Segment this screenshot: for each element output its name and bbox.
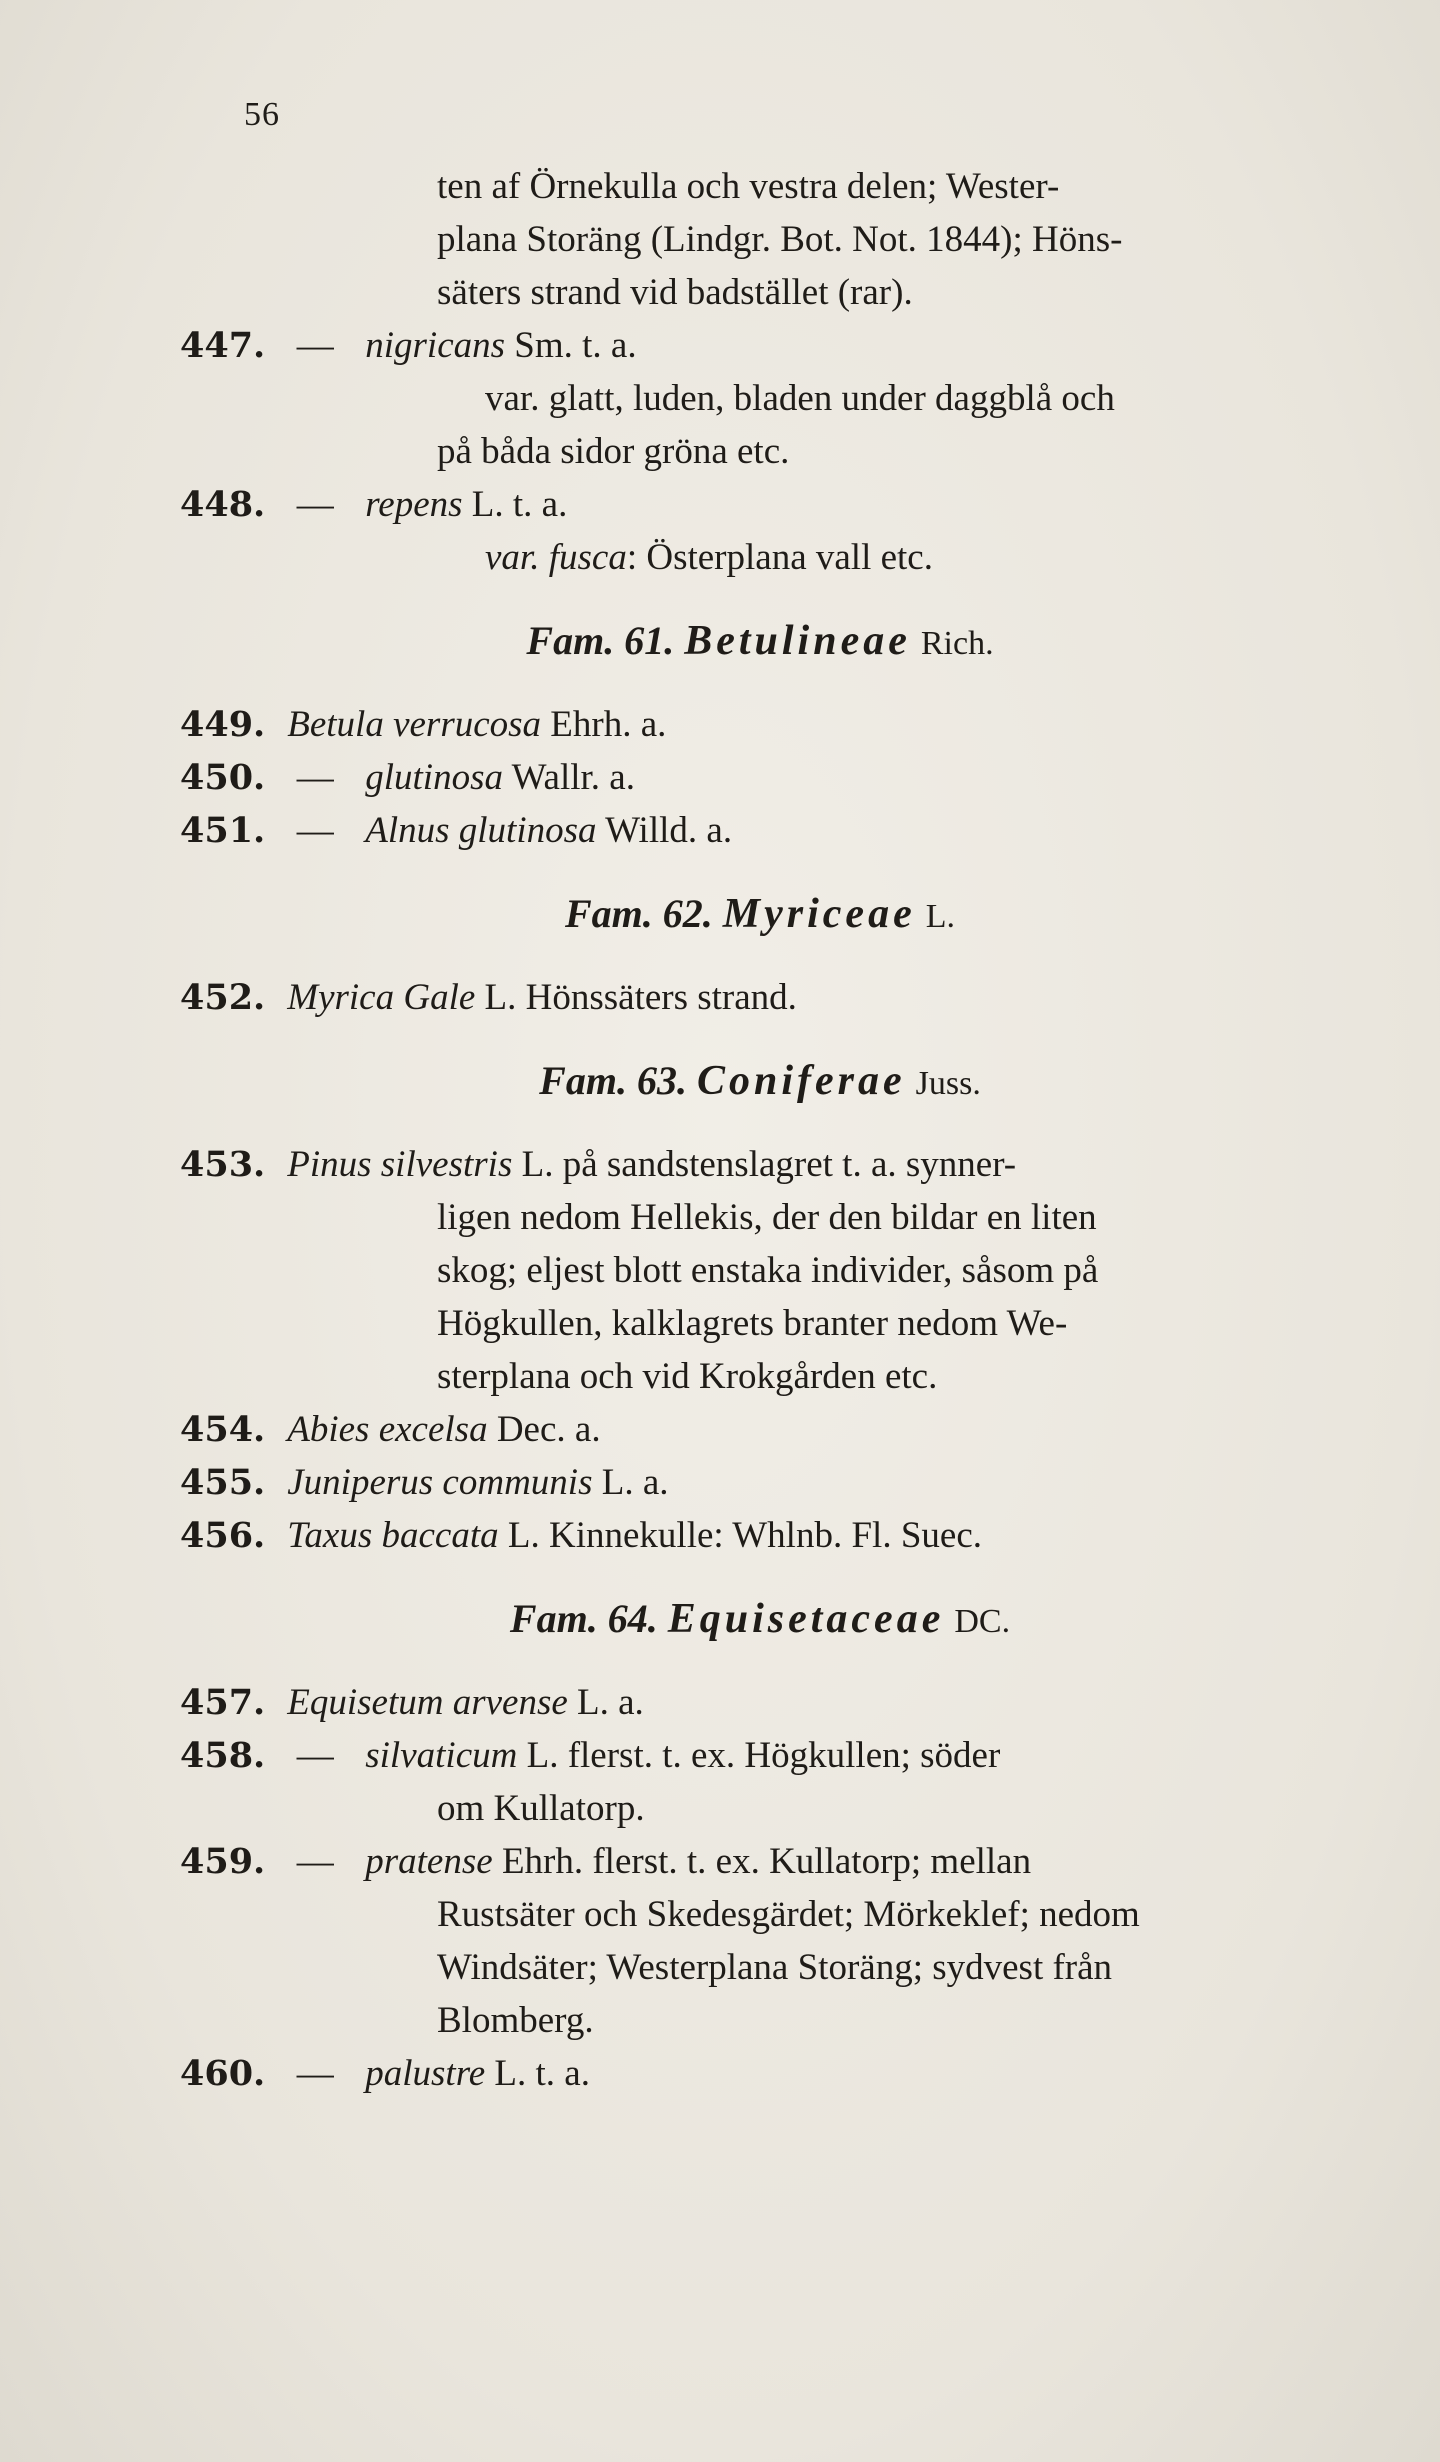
- entry-number: 457.: [180, 1682, 266, 1723]
- entry-number: 454.: [180, 1409, 266, 1450]
- page-number: 56: [244, 96, 280, 133]
- continuation-line: sterplana och vid Krokgården etc.: [437, 1356, 938, 1397]
- entry-number: 456.: [180, 1515, 266, 1556]
- family-heading-62: [180, 887, 1340, 943]
- ditto-dash: —: [296, 1735, 334, 1776]
- species-note: Dec. a.: [487, 1409, 601, 1450]
- ditto-dash: —: [296, 325, 334, 366]
- species-name: Alnus glutinosa: [365, 810, 597, 851]
- family-author: Juss.: [915, 1065, 981, 1102]
- entry-number: 453.: [180, 1144, 266, 1185]
- species-entry-457: [180, 1676, 1340, 1729]
- page-content: [180, 160, 1340, 2100]
- species-entry-451: [180, 804, 1340, 857]
- entry-number: 459.: [180, 1841, 266, 1882]
- species-entry-456: [180, 1509, 1340, 1562]
- species-name: Taxus baccata: [287, 1515, 499, 1556]
- ditto-dash: —: [296, 810, 334, 851]
- family-name: Myriceae: [722, 891, 916, 937]
- species-entry-458: [180, 1729, 1340, 1782]
- family-number: Fam. 62.: [564, 891, 713, 936]
- species-note: L. a.: [592, 1462, 669, 1503]
- species-entry-447: [180, 319, 1340, 372]
- species-note: Ehrh. a.: [541, 704, 667, 745]
- species-name: pratense: [365, 1841, 493, 1882]
- species-note: L. flerst. t. ex. Högkullen; söder: [517, 1735, 1001, 1776]
- species-name: Abies excelsa: [287, 1409, 488, 1450]
- family-name: Coniferae: [696, 1058, 906, 1104]
- species-note: L. på sandstenslagret t. a. synner-: [512, 1144, 1017, 1185]
- family-name: Betulineae: [684, 618, 911, 664]
- entry-number: 448.: [180, 484, 266, 525]
- species-entry-460: [180, 2047, 1340, 2100]
- family-name: Equisetaceae: [667, 1596, 945, 1642]
- species-name: glutinosa: [365, 757, 503, 798]
- species-name: Pinus silvestris: [287, 1144, 513, 1185]
- text-line: ten af Örnekulla och vestra delen; Wester-: [437, 166, 1060, 207]
- variety-line: på båda sidor gröna etc.: [437, 431, 790, 472]
- species-entry-459: [180, 1835, 1340, 1888]
- entry-number: 455.: [180, 1462, 266, 1503]
- species-entry-450: [180, 751, 1340, 804]
- species-entry-455: [180, 1456, 1340, 1509]
- continued-paragraph: [180, 160, 1340, 319]
- species-note: Ehrh. flerst. t. ex. Kullatorp; mellan: [492, 1841, 1032, 1882]
- family-author: Rich.: [920, 625, 994, 662]
- species-entry-453: [180, 1138, 1340, 1191]
- continuation-line: ligen nedom Hellekis, der den bildar en liten: [437, 1197, 1097, 1238]
- species-note: Willd. a.: [596, 810, 733, 851]
- continuation-line: om Kullatorp.: [437, 1788, 645, 1829]
- entry-number: 447.: [180, 325, 266, 366]
- species-note: Sm. t. a.: [505, 325, 637, 366]
- species-name: Equisetum arvense: [287, 1682, 568, 1723]
- text-line: säters strand vid badstället (rar).: [437, 272, 913, 313]
- entry-number: 450.: [180, 757, 266, 798]
- ditto-dash: —: [296, 1841, 334, 1882]
- entry-number: 449.: [180, 704, 266, 745]
- entry-number: 460.: [180, 2053, 266, 2094]
- ditto-dash: —: [296, 757, 334, 798]
- ditto-dash: —: [296, 2053, 334, 2094]
- species-note: L. Hönssäters strand.: [475, 977, 797, 1018]
- species-name: Betula verrucosa: [287, 704, 542, 745]
- family-author: L.: [925, 898, 955, 935]
- species-name: palustre: [365, 2053, 486, 2094]
- species-name: Juniperus communis: [287, 1462, 593, 1503]
- species-name: Myrica Gale: [287, 977, 476, 1018]
- family-number: Fam. 63.: [539, 1058, 687, 1103]
- family-number: Fam. 64.: [509, 1596, 658, 1641]
- family-author: DC.: [954, 1603, 1011, 1640]
- family-heading-63: [180, 1054, 1340, 1110]
- family-heading-61: [180, 614, 1340, 670]
- species-note: Wallr. a.: [503, 757, 635, 798]
- variety-line: var. glatt, luden, bladen under daggblå och: [485, 378, 1115, 419]
- text-line: plana Storäng (Lindgr. Bot. Not. 1844); Höns-: [437, 219, 1123, 260]
- continuation-line: Windsäter; Westerplana Storäng; sydvest från: [437, 1947, 1113, 1988]
- species-note: L. t. a.: [462, 484, 568, 525]
- species-note: L. t. a.: [485, 2053, 590, 2094]
- species-note: L. a.: [567, 1682, 644, 1723]
- continuation-line: Högkullen, kalklagrets branter nedom We-: [437, 1303, 1068, 1344]
- continuation-line: skog; eljest blott enstaka individer, såsom på: [437, 1250, 1099, 1291]
- entry-number: 451.: [180, 810, 266, 851]
- ditto-dash: —: [296, 484, 334, 525]
- variety-name: var. fusca: [485, 537, 627, 578]
- family-number: Fam. 61.: [526, 618, 675, 663]
- species-name: silvaticum: [365, 1735, 518, 1776]
- species-entry-448: [180, 478, 1340, 531]
- species-name: nigricans: [365, 325, 506, 366]
- entry-number: 458.: [180, 1735, 266, 1776]
- species-entry-454: [180, 1403, 1340, 1456]
- entry-number: 452.: [180, 977, 266, 1018]
- family-heading-64: [180, 1592, 1340, 1648]
- variety-note: : Österplana vall etc.: [626, 537, 933, 578]
- species-entry-452: [180, 971, 1340, 1024]
- continuation-line: Rustsäter och Skedesgärdet; Mörkeklef; nedom: [437, 1894, 1140, 1935]
- species-entry-449: [180, 698, 1340, 751]
- species-note: L. Kinnekulle: Whlnb. Fl. Suec.: [498, 1515, 982, 1556]
- species-name: repens: [365, 484, 463, 525]
- variety-line: [180, 531, 1340, 584]
- continuation-line: Blomberg.: [437, 2000, 594, 2041]
